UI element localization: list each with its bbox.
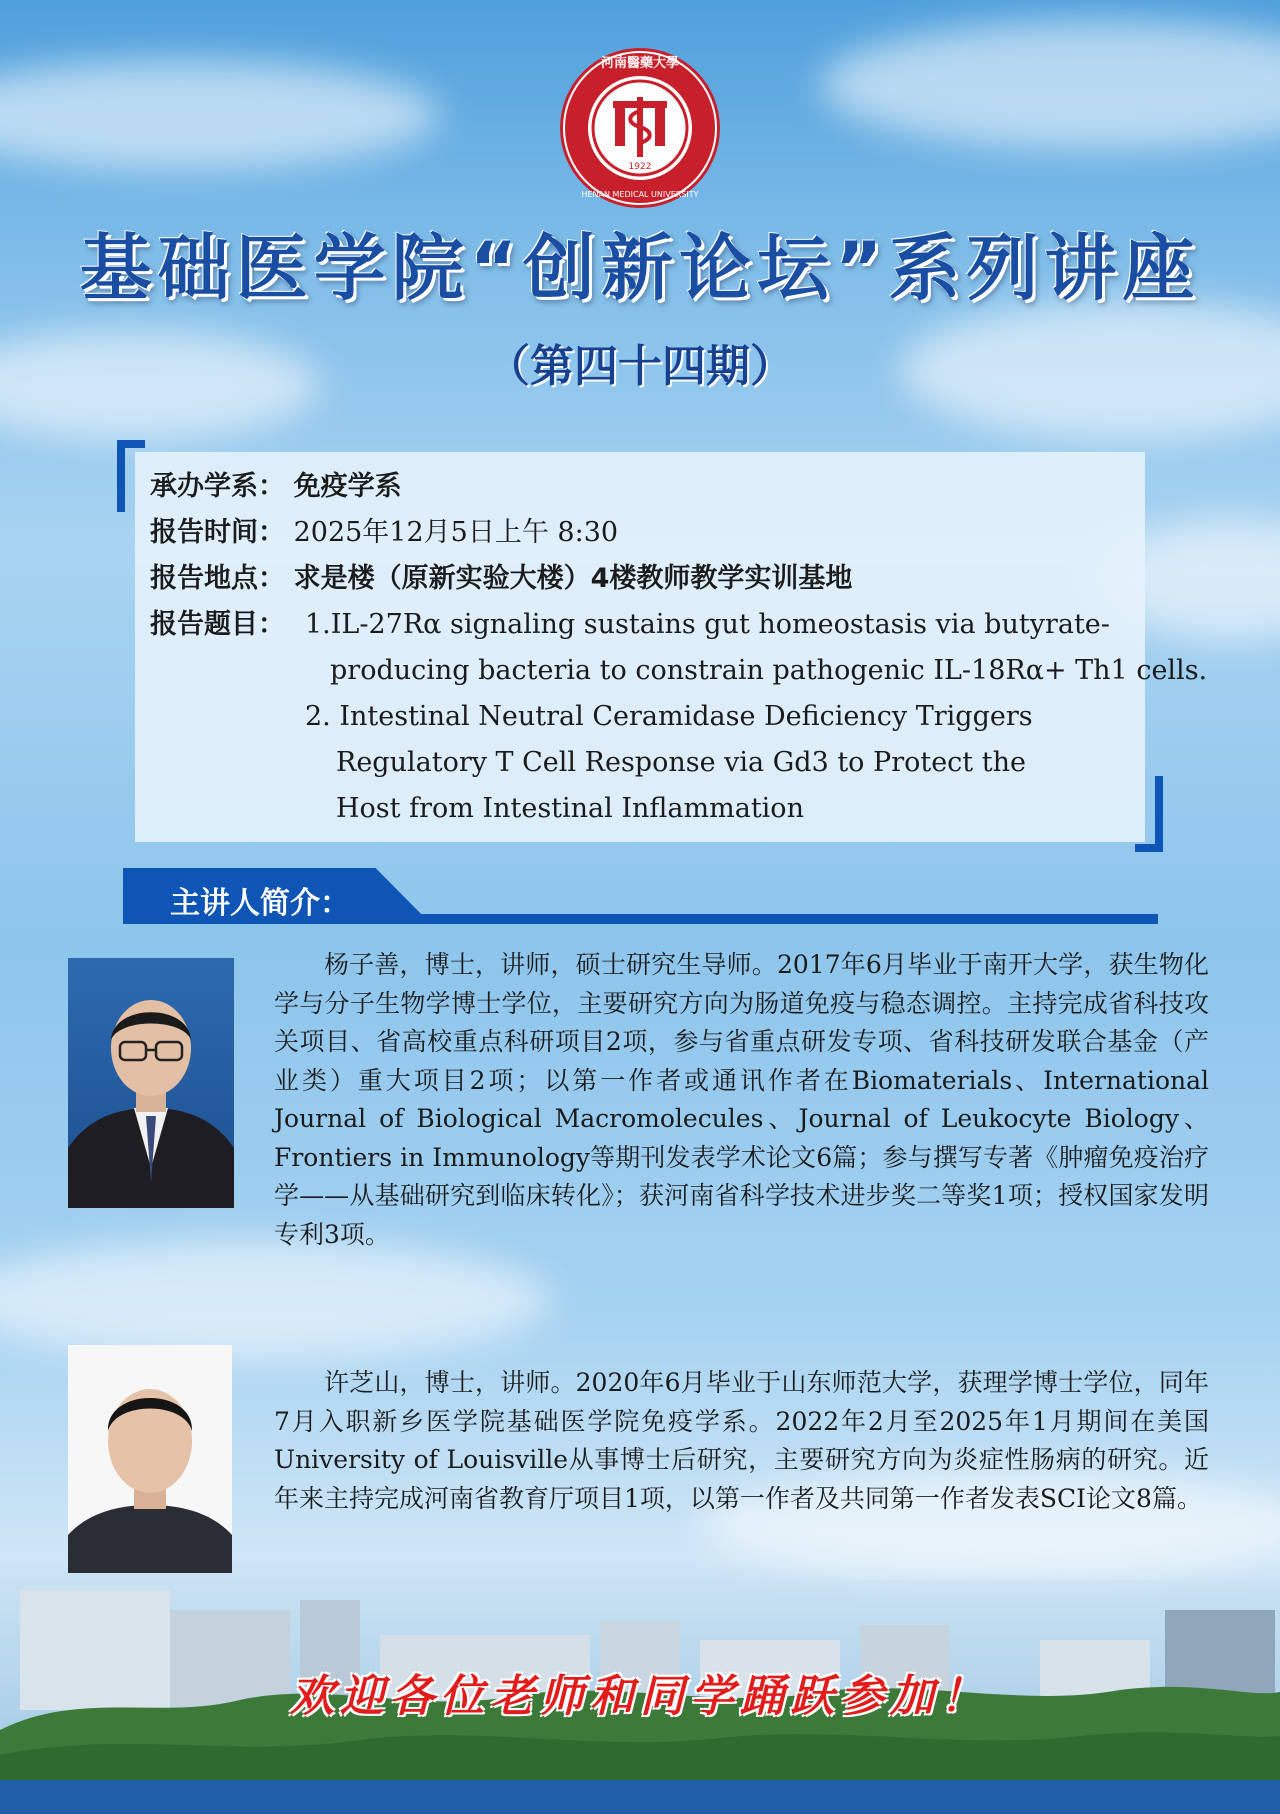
speaker-2-bio [274, 1364, 1209, 1518]
topic-1-line-2: producing bacteria to constrain pathogenic IL-18Rα+ Th1 cells. [330, 655, 1208, 686]
info-panel [135, 452, 1145, 842]
speakers-heading: 主讲人简介： [170, 886, 350, 921]
place-label: 报告地点： [150, 563, 285, 594]
speaker-2-bio-text: 许芝山，博士，讲师。2020年6月毕业于山东师范大学，获理学博士学位，同年7月入职新乡医学院基础医学院免疫学系。2022年2月至2025年1月期间在美国University of Louisville从事博士后研究，主要研究方向为炎症性肠病的研究。近年来主持完成河南省教育厅项目1项，以第一作者及共同第一作者发表SCI论文8篇。 [274, 1368, 1209, 1513]
time-row [150, 518, 618, 548]
topic-label: 报告题目： [150, 609, 285, 640]
topic-row [150, 610, 285, 640]
speaker-1-bio [274, 946, 1209, 1254]
corner-bracket [1135, 844, 1163, 852]
cloud [0, 1240, 550, 1360]
svg-text:河南醫藥大學: 河南醫藥大學 [600, 56, 680, 71]
svg-text:1922: 1922 [628, 162, 652, 172]
time-value: 2025年12月5日上午 8:30 [293, 517, 619, 548]
corner-bracket [1155, 776, 1163, 852]
place-value: 求是楼（原新实验大楼）4楼教师教学实训基地 [293, 563, 853, 594]
poster-title: 基础医学院“创新论坛”系列讲座 [79, 226, 1201, 310]
topic-2-line-3: Host from Intestinal Inflammation [336, 793, 804, 824]
dept-label: 承办学系： [150, 471, 285, 502]
topic-1-line-1: 1.IL-27Rα signaling sustains gut homeostasis via butyrate- [305, 609, 1110, 640]
issue-number: （第四十四期） [486, 341, 794, 392]
speaker-1-photo [68, 958, 234, 1208]
topic-2-line-1: 2. Intestinal Neutral Ceramidase Deficiency Triggers [305, 701, 1033, 732]
speaker-1-bio-text: 杨子善，博士，讲师，硕士研究生导师。2017年6月毕业于南开大学，获生物化学与分子生物学博士学位，主要研究方向为肠道免疫与稳态调控。主持完成省科技攻关项目、省高校重点科研项目2项，参与省重点研发专项、省科技研发联合基金（产业类）重大项目2项；以第一作者或通讯作者在Biomaterials、International Journal of Biological Macromolecules、Journal of Leukocyte Biology、Frontiers in Immunology等期刊发表学术论文6篇；参与撰写专著《肿瘤免疫治疗学——从基础研究到临床转化》；获河南省科学技术进步奖二等奖1项；授权国家发明专利3项。 [274, 950, 1209, 1249]
topic-2-line-2: Regulatory T Cell Response via Gd3 to Protect the [336, 747, 1026, 778]
dept-row [150, 472, 402, 502]
dept-value: 免疫学系 [293, 471, 402, 502]
svg-text:HENAN MEDICAL UNIVERSITY: HENAN MEDICAL UNIVERSITY [581, 190, 699, 199]
place-row [150, 564, 852, 594]
university-logo [557, 45, 723, 211]
speaker-2-photo [68, 1345, 232, 1573]
corner-bracket [117, 440, 145, 448]
time-label: 报告时间： [150, 517, 285, 548]
welcome-slogan: 欢迎各位老师和同学踊跃参加！ [290, 1671, 990, 1722]
corner-bracket [117, 440, 125, 512]
cloud [0, 60, 440, 170]
cloud [820, 20, 1280, 150]
